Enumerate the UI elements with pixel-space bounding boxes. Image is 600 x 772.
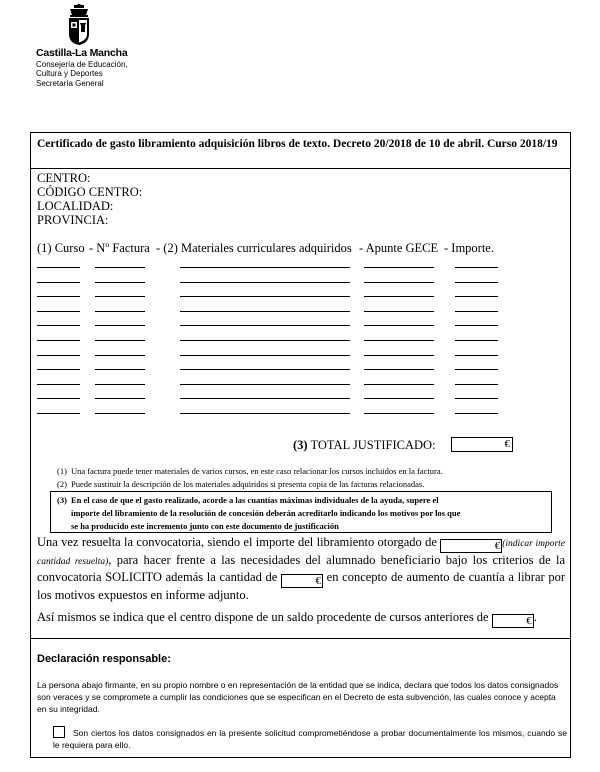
entry-line-curso[interactable] xyxy=(37,384,80,385)
entry-line-apunte[interactable] xyxy=(364,325,434,326)
declaration-text: La persona abajo firmante, en su propio nombre o en representación de la entidad que se indica, declara que todos los datos consignados son veraces y se compromete a cumplir las condiciones que se especifican en el Decreto de esta subvención, las cuales conoce y acepta en su integridad. xyxy=(37,680,559,714)
organization-block xyxy=(36,49,128,88)
entry-line-importe[interactable] xyxy=(455,296,498,297)
declaration-title: Declaración responsable: xyxy=(37,653,171,665)
entry-line-materiales[interactable] xyxy=(180,282,350,283)
entry-line-curso[interactable] xyxy=(37,325,80,326)
entry-line-materiales[interactable] xyxy=(180,340,350,341)
awarded-amount-input[interactable]: € xyxy=(440,539,502,553)
entry-line-materiales[interactable] xyxy=(180,311,350,312)
note-3-line-2: importe del libramiento de la resolución de concesión deberán acreditarlo indicando los motivos por los que xyxy=(71,508,461,518)
entry-line-curso[interactable] xyxy=(37,267,80,268)
column-materiales: - (2) Materiales curriculares adquiridos xyxy=(156,241,352,255)
entry-line-materiales[interactable] xyxy=(180,398,350,399)
entry-line-factura[interactable] xyxy=(95,340,145,341)
total-input[interactable]: € xyxy=(451,437,513,452)
entry-line-materiales[interactable] xyxy=(180,355,350,356)
confirm-checkbox-label: Son ciertos los datos consignados en la presente solicitud comprometiéndose a probar documentalmente los mismos, cuando se le requiera para ello. xyxy=(53,728,567,750)
document-title: Certificado de gasto libramiento adquisición libros de texto. Decreto 20/2018 de 10 de abril. Curso 2018/19 xyxy=(31,133,570,169)
note-2-text: Puede sustituir la descripción de los materiales adquiridos si presenta copia de las facturas relacionadas. xyxy=(71,479,425,489)
note-1 xyxy=(57,466,443,477)
entry-line-importe[interactable] xyxy=(455,355,498,356)
entry-line-factura[interactable] xyxy=(95,398,145,399)
entry-line-importe[interactable] xyxy=(455,282,498,283)
entry-line-curso[interactable] xyxy=(37,282,80,283)
entry-line-curso[interactable] xyxy=(37,398,80,399)
column-apunte-gece: - Apunte GECE xyxy=(359,241,439,255)
entry-line-apunte[interactable] xyxy=(364,384,434,385)
entry-line-factura[interactable] xyxy=(95,384,145,385)
note-2 xyxy=(57,479,424,490)
total-note-ref: (3) xyxy=(293,438,308,452)
request-text-3: en concepto de aumento de cuantía a librar por los motivos expuestos en informe adjunto. xyxy=(37,570,566,602)
entry-line-importe[interactable] xyxy=(455,311,498,312)
entry-line-factura[interactable] xyxy=(95,267,145,268)
entry-line-apunte[interactable] xyxy=(364,413,434,414)
total-label xyxy=(293,438,436,453)
balance-paragraph xyxy=(37,610,565,628)
note-3-box xyxy=(50,491,552,533)
org-line-3: Secretaría General xyxy=(36,78,104,88)
certificate-form xyxy=(30,132,571,758)
note-3-num: (3) xyxy=(57,495,67,505)
entry-line-materiales[interactable] xyxy=(180,296,350,297)
castilla-la-mancha-crest-icon xyxy=(66,4,92,46)
section-divider xyxy=(31,638,570,639)
balance-text: Así mismos se indica que el centro dispone de un saldo procedente de cursos anteriores de xyxy=(37,610,489,624)
entry-line-factura[interactable] xyxy=(95,311,145,312)
entry-line-factura[interactable] xyxy=(95,282,145,283)
entry-line-factura[interactable] xyxy=(95,325,145,326)
entry-line-curso[interactable] xyxy=(37,296,80,297)
entry-line-apunte[interactable] xyxy=(364,340,434,341)
entry-line-materiales[interactable] xyxy=(180,325,350,326)
entry-line-importe[interactable] xyxy=(455,398,498,399)
entry-line-importe[interactable] xyxy=(455,340,498,341)
field-localidad[interactable]: LOCALIDAD: xyxy=(37,199,114,213)
entry-line-curso[interactable] xyxy=(37,340,80,341)
entry-line-apunte[interactable] xyxy=(364,398,434,399)
note-3-line-3: se ha producido este incremento junto con este documento de justificación xyxy=(71,521,339,531)
field-codigo-centro[interactable]: CÓDIGO CENTRO: xyxy=(37,185,143,199)
entry-line-apunte[interactable] xyxy=(364,369,434,370)
entry-line-importe[interactable] xyxy=(455,369,498,370)
entry-line-apunte[interactable] xyxy=(364,282,434,283)
entry-line-factura[interactable] xyxy=(95,413,145,414)
column-importe: - Importe. xyxy=(444,241,494,255)
awarded-amount-hint: (indicar importe cantidad resuelta) xyxy=(37,539,565,567)
column-curso: (1) Curso xyxy=(37,241,85,255)
entry-line-curso[interactable] xyxy=(37,413,80,414)
entry-line-apunte[interactable] xyxy=(364,267,434,268)
note-3-line-1: En el caso de que el gasto realizado, acorde a las cuantías máximas individuales de la ayuda, supere el xyxy=(71,495,439,505)
field-provincia[interactable]: PROVINCIA: xyxy=(37,213,109,227)
entry-line-apunte[interactable] xyxy=(364,296,434,297)
request-text-1: Una vez resuelta la convocatoria, siendo el importe del libramiento otorgado de xyxy=(37,535,437,549)
org-line-2: Cultura y Deportes xyxy=(36,69,103,78)
requested-amount-input[interactable]: € xyxy=(281,574,323,588)
entry-line-materiales[interactable] xyxy=(180,267,350,268)
org-name: Castilla-La Mancha xyxy=(36,47,128,59)
entry-line-apunte[interactable] xyxy=(364,355,434,356)
note-1-text: Una factura puede tener materiales de varios cursos, en este caso relacionar los cursos incluidos en la factura. xyxy=(71,466,443,476)
entry-line-materiales[interactable] xyxy=(180,413,350,414)
note-2-num: (2) xyxy=(57,479,67,489)
entry-line-importe[interactable] xyxy=(455,413,498,414)
entry-line-importe[interactable] xyxy=(455,267,498,268)
entry-line-factura[interactable] xyxy=(95,369,145,370)
entry-line-curso[interactable] xyxy=(37,369,80,370)
entry-line-apunte[interactable] xyxy=(364,311,434,312)
entry-line-curso[interactable] xyxy=(37,355,80,356)
entry-line-importe[interactable] xyxy=(455,384,498,385)
entry-line-factura[interactable] xyxy=(95,296,145,297)
org-line-1: Consejería de Educación, xyxy=(36,59,128,69)
request-paragraph xyxy=(37,535,565,603)
entry-line-materiales[interactable] xyxy=(180,384,350,385)
entry-line-importe[interactable] xyxy=(455,325,498,326)
entry-line-materiales[interactable] xyxy=(180,369,350,370)
balance-end: . xyxy=(533,610,537,624)
request-text-2: , para hacer frente a las necesidades del alumnado beneficiario bajo los criterios de la convocatoria SOLICITO además la cantidad de xyxy=(37,553,565,584)
column-factura: - Nº Factura xyxy=(89,241,150,255)
field-centro[interactable]: CENTRO: xyxy=(37,171,91,185)
note-1-num: (1) xyxy=(57,466,67,476)
entry-line-factura[interactable] xyxy=(95,355,145,356)
balance-amount-input[interactable]: € xyxy=(492,614,534,628)
entry-line-curso[interactable] xyxy=(37,311,80,312)
total-text: TOTAL JUSTIFICADO: xyxy=(310,438,436,452)
